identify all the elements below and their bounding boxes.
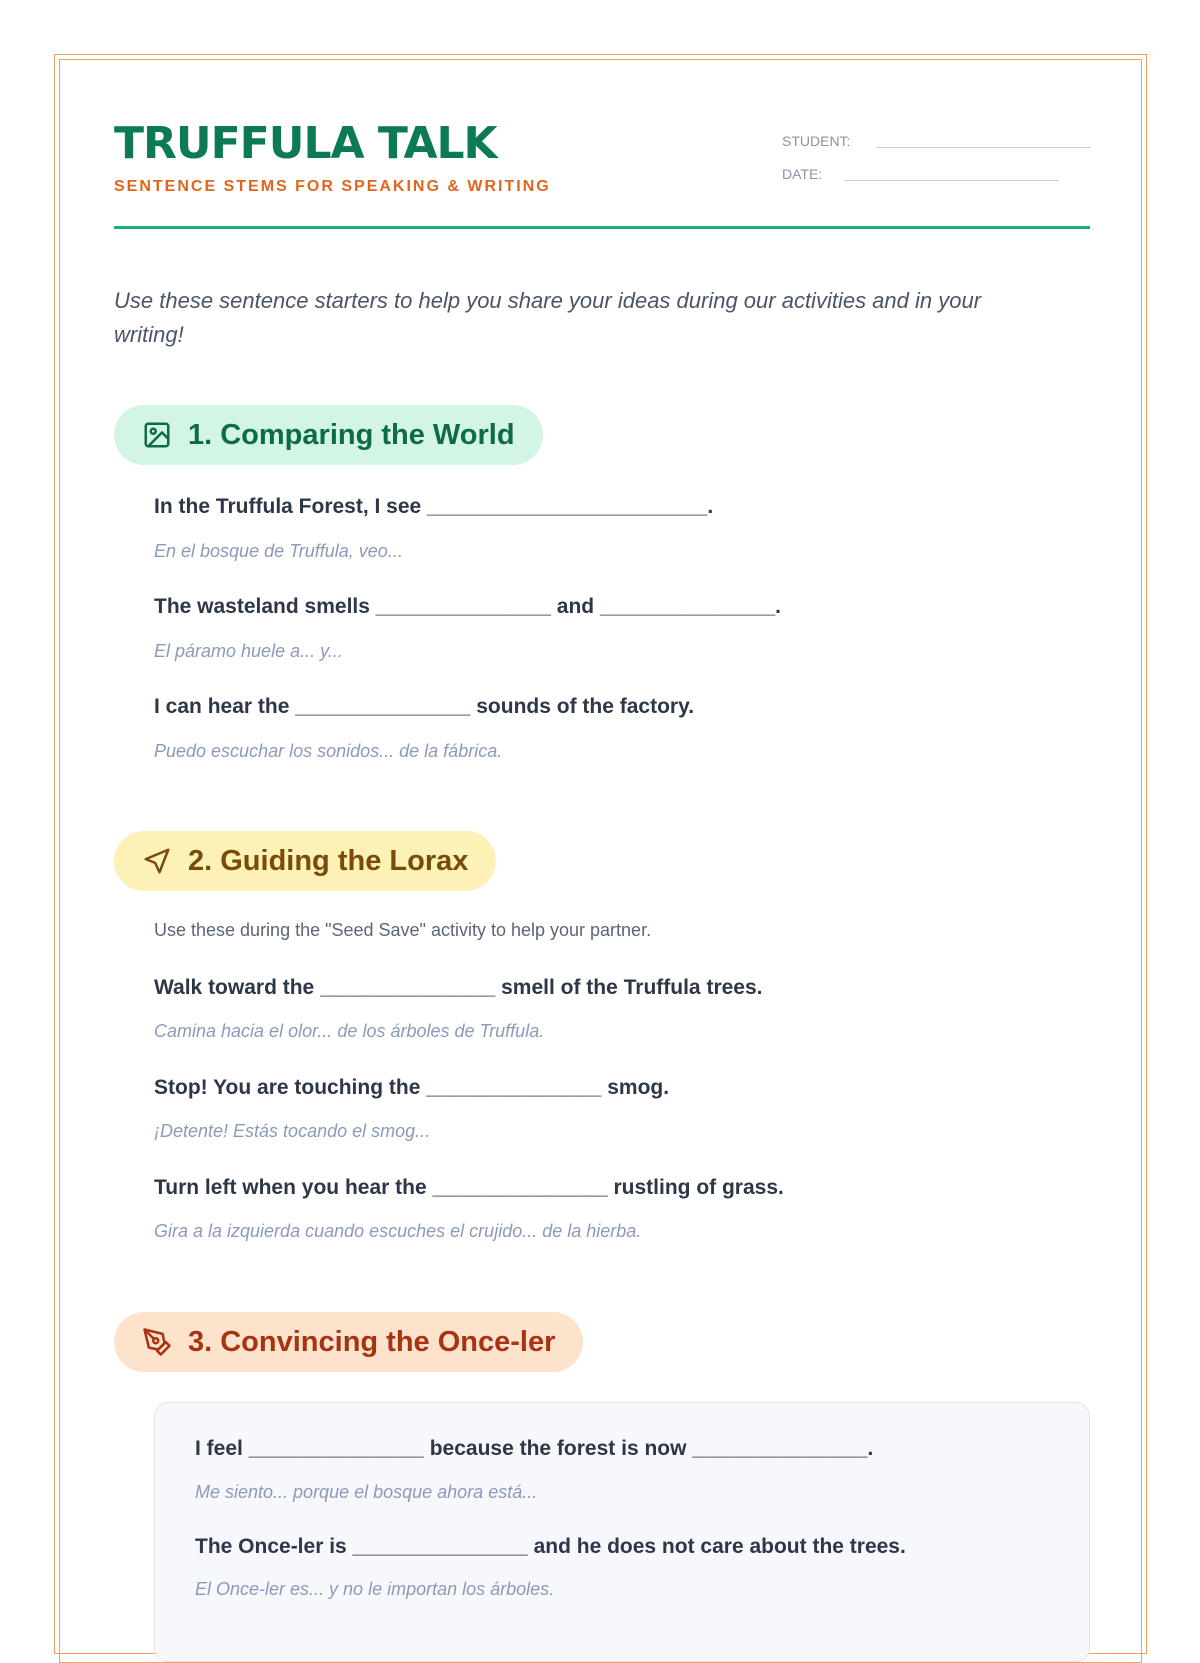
sentence-box	[154, 1402, 1090, 1662]
date-label: DATE:	[782, 166, 823, 182]
sentence-translation: Camina hacia el olor... de los árboles de Truffula.	[154, 1021, 545, 1041]
student-name-line[interactable]	[876, 147, 1090, 148]
sentence-stem: Stop! You are touching the _______________ smog.	[154, 1076, 670, 1099]
sentence-translation: Me siento... porque el bosque ahora está...	[195, 1482, 538, 1502]
pen-nib-icon	[142, 1327, 172, 1357]
date-line[interactable]	[844, 180, 1058, 181]
sentence-stem: Walk toward the _______________ smell of the Truffula trees.	[154, 976, 763, 999]
header-divider	[114, 226, 1090, 229]
page-title: TRUFFULA TALK	[114, 118, 497, 169]
section-title: 1. Comparing the World	[188, 418, 515, 451]
date-field	[782, 166, 822, 182]
header	[114, 118, 1090, 230]
section-title: 2. Guiding the Lorax	[188, 844, 469, 877]
sentence-stem: Turn left when you hear the _______________ rustling of grass.	[154, 1176, 784, 1199]
section-heading-comparing	[114, 405, 543, 465]
section-heading-convincing	[114, 1312, 583, 1372]
section-title: 3. Convincing the Once-ler	[188, 1325, 556, 1358]
student-field	[782, 133, 850, 149]
page-subtitle: SENTENCE STEMS FOR SPEAKING & WRITING	[114, 178, 551, 195]
section-heading-guiding	[114, 831, 496, 891]
sentence-translation: En el bosque de Truffula, veo...	[154, 541, 403, 561]
sentence-stem: The Once-ler is _______________ and he does not care about the trees.	[195, 1535, 906, 1558]
navigation-arrow-icon	[142, 846, 172, 876]
intro-text: Use these sentence starters to help you share your ideas during our activities and in your writing!	[114, 288, 982, 347]
sentence-translation: ¡Detente! Estás tocando el smog...	[154, 1121, 431, 1141]
sentence-translation: Gira a la izquierda cuando escuches el crujido... de la hierba.	[154, 1221, 642, 1241]
sentence-translation: Puedo escuchar los sonidos... de la fábrica.	[154, 741, 503, 761]
sentence-stem: I can hear the _______________ sounds of the factory.	[154, 695, 695, 718]
section-note: Use these during the "Seed Save" activity to help your partner.	[154, 920, 652, 940]
image-icon	[142, 420, 172, 450]
sentence-translation: El Once-ler es... y no le importan los árboles.	[195, 1579, 555, 1599]
sentence-stem: The wasteland smells _______________ and _______________.	[154, 595, 781, 618]
sentence-stem: I feel _______________ because the forest is now _______________.	[195, 1437, 874, 1460]
sentence-translation: El páramo huele a... y...	[154, 641, 343, 661]
student-label: STUDENT:	[782, 133, 851, 149]
sentence-stem: In the Truffula Forest, I see ________________________.	[154, 495, 714, 518]
